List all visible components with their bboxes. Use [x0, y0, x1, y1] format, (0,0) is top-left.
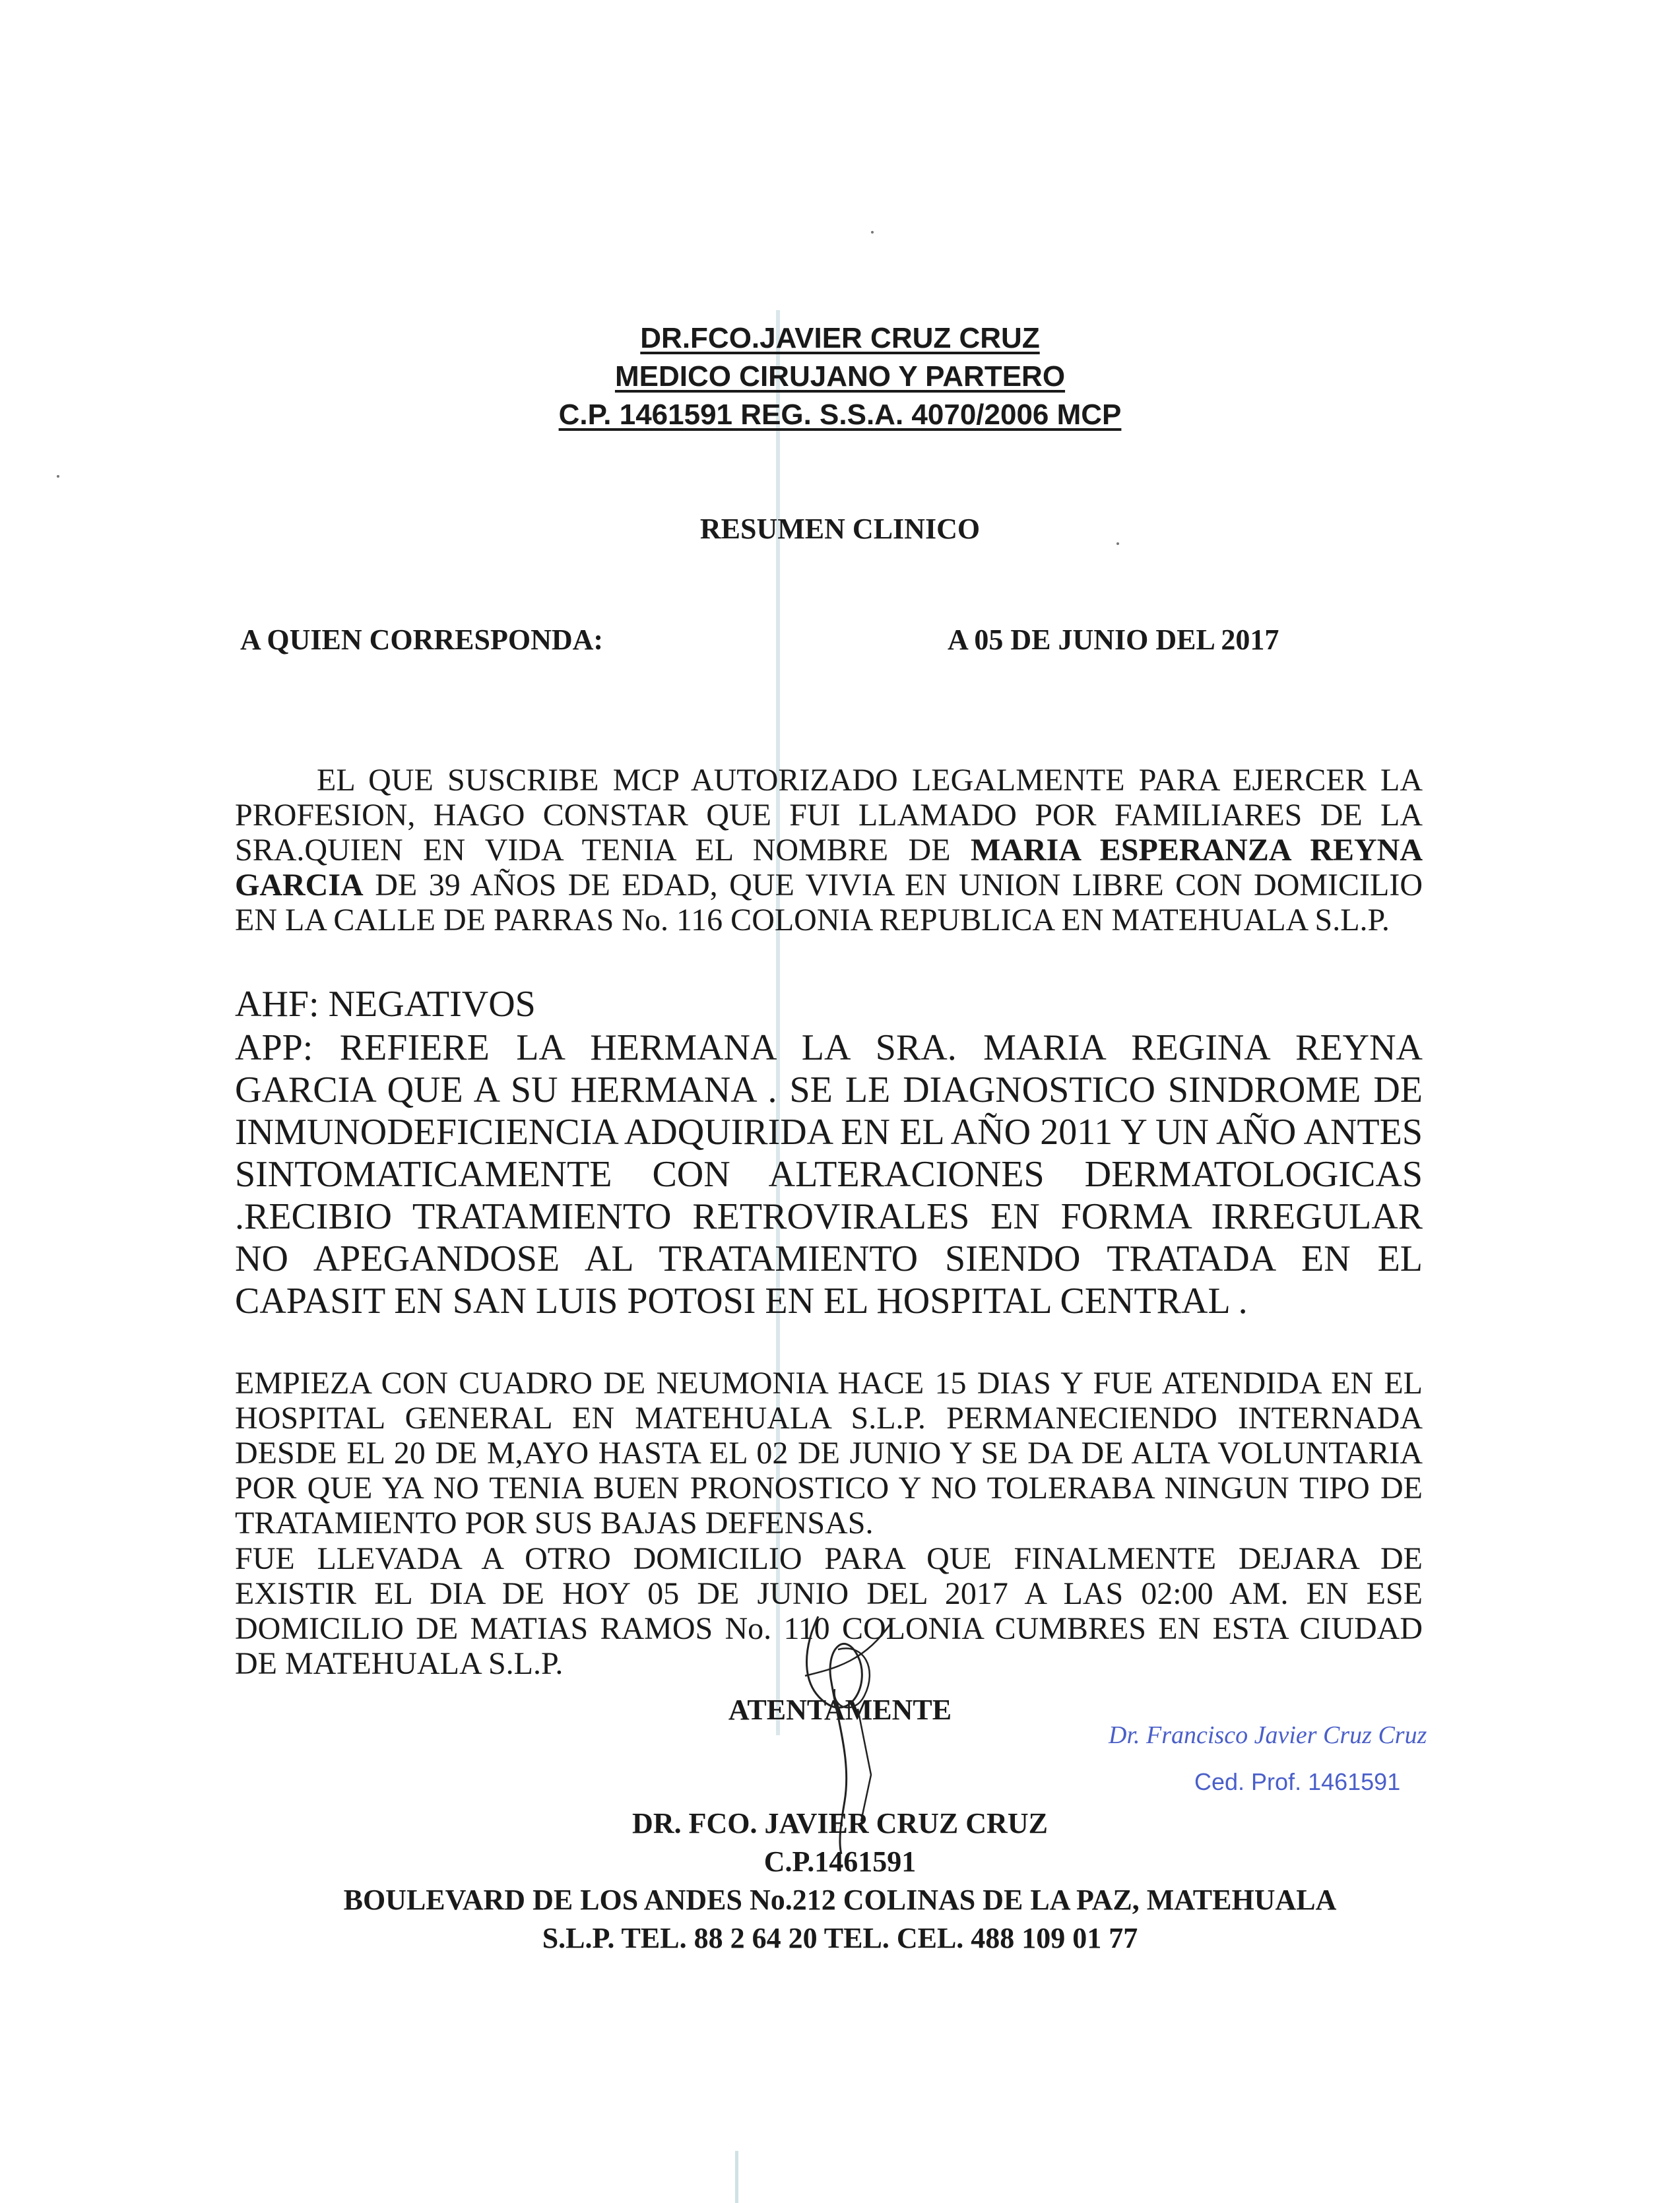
- header-registration: C.P. 1461591 REG. S.S.A. 4070/2006 MCP: [558, 399, 1122, 431]
- intro-paragraph: [235, 763, 1423, 938]
- ahf-section: [235, 983, 1423, 1322]
- intro-text-2: DE 39 AÑOS DE EDAD, QUE VIVIA EN UNION LIBRE CON DOMICILIO EN LA CALLE DE PARRAS No. 116 COLONIA REPUBLICA EN MATEHUALA S.L.P.: [235, 868, 1423, 938]
- header-profession: MEDICO CIRUJANO Y PARTERO: [614, 360, 1066, 393]
- ahf-line: AHF: NEGATIVOS: [235, 984, 536, 1025]
- patient-name: MARIA ESPERANZA REYNA GARCIA: [235, 833, 1423, 903]
- clinical-course-paragraph: EMPIEZA CON CUADRO DE NEUMONIA HACE 15 DIAS Y FUE ATENDIDA EN EL HOSPITAL GENERAL EN MATEHUALA S.L.P. PERMANECIENDO INTERNADA DESDE EL 20 DE M,AYO HASTA EL 02 DE JUNIO Y SE DA DE ALTA VOLUNTARIA POR QUE YA NO TENIA BUEN PRONOSTICO Y NO TOLERABA NINGUN TIPO DE TRATAMIENTO POR SUS BAJAS DEFENSAS.: [235, 1366, 1423, 1541]
- signer-cp: C.P.1461591: [763, 1845, 917, 1878]
- header-name: DR.FCO.JAVIER CRUZ CRUZ: [640, 322, 1040, 354]
- stamp-cedula: Ced. Prof. 1461591: [1194, 1768, 1401, 1795]
- signer-name: DR. FCO. JAVIER CRUZ CRUZ: [632, 1807, 1048, 1839]
- stamp-doctor-name: Dr. Francisco Javier Cruz Cruz: [1109, 1721, 1427, 1749]
- signer-phones: S.L.P. TEL. 88 2 64 20 TEL. CEL. 488 109 01 77: [542, 1922, 1138, 1954]
- scan-artifact-line-bottom: [735, 2151, 738, 2203]
- death-paragraph: FUE LLEVADA A OTRO DOMICILIO PARA QUE FINALMENTE DEJARA DE EXISTIR EL DIA DE HOY 05 DE JUNIO DEL 2017 A LAS 02:00 AM. EN ESE DOMICILIO DE MATIAS RAMOS No. 110 COLONIA CUMBRES EN ESTA CIUDAD DE MATEHUALA S.L.P.: [235, 1541, 1423, 1681]
- intro-text-1: EL QUE SUSCRIBE MCP AUTORIZADO LEGALMENTE PARA EJERCER LA PROFESION, HAGO CONSTAR QUE FUI LLAMADO POR FAMILIARES DE LA SRA.QUIEN EN VIDA TENIA EL NOMBRE DE: [235, 763, 1423, 868]
- addressee: A QUIEN CORRESPONDA:: [240, 623, 604, 656]
- app-paragraph: APP: REFIERE LA HERMANA LA SRA. MARIA REGINA REYNA GARCIA QUE A SU HERMANA . SE LE DIAGNOSTICO SINDROME DE INMUNODEFICIENCIA ADQUIRIDA EN EL AÑO 2011 Y UN AÑO ANTES SINTOMATICAMENTE CON ALTERACIONES DERMATOLOGICAS .RECIBIO TRATAMIENTO RETROVIRALES EN FORMA IRREGULAR NO APEGANDOSE AL TRATAMIENTO SIENDO TRATADA EN EL CAPASIT EN SAN LUIS POTOSI EN EL HOSPITAL CENTRAL .: [235, 1027, 1423, 1322]
- document-title: RESUMEN CLINICO: [699, 513, 981, 545]
- signer-address: BOULEVARD DE LOS ANDES No.212 COLINAS DE LA PAZ, MATEHUALA: [343, 1884, 1337, 1916]
- document-date: A 05 DE JUNIO DEL 2017: [948, 623, 1279, 656]
- scan-speck: [57, 475, 59, 478]
- scan-speck: [871, 231, 874, 234]
- closing: ATENTAMENTE: [728, 1694, 952, 1726]
